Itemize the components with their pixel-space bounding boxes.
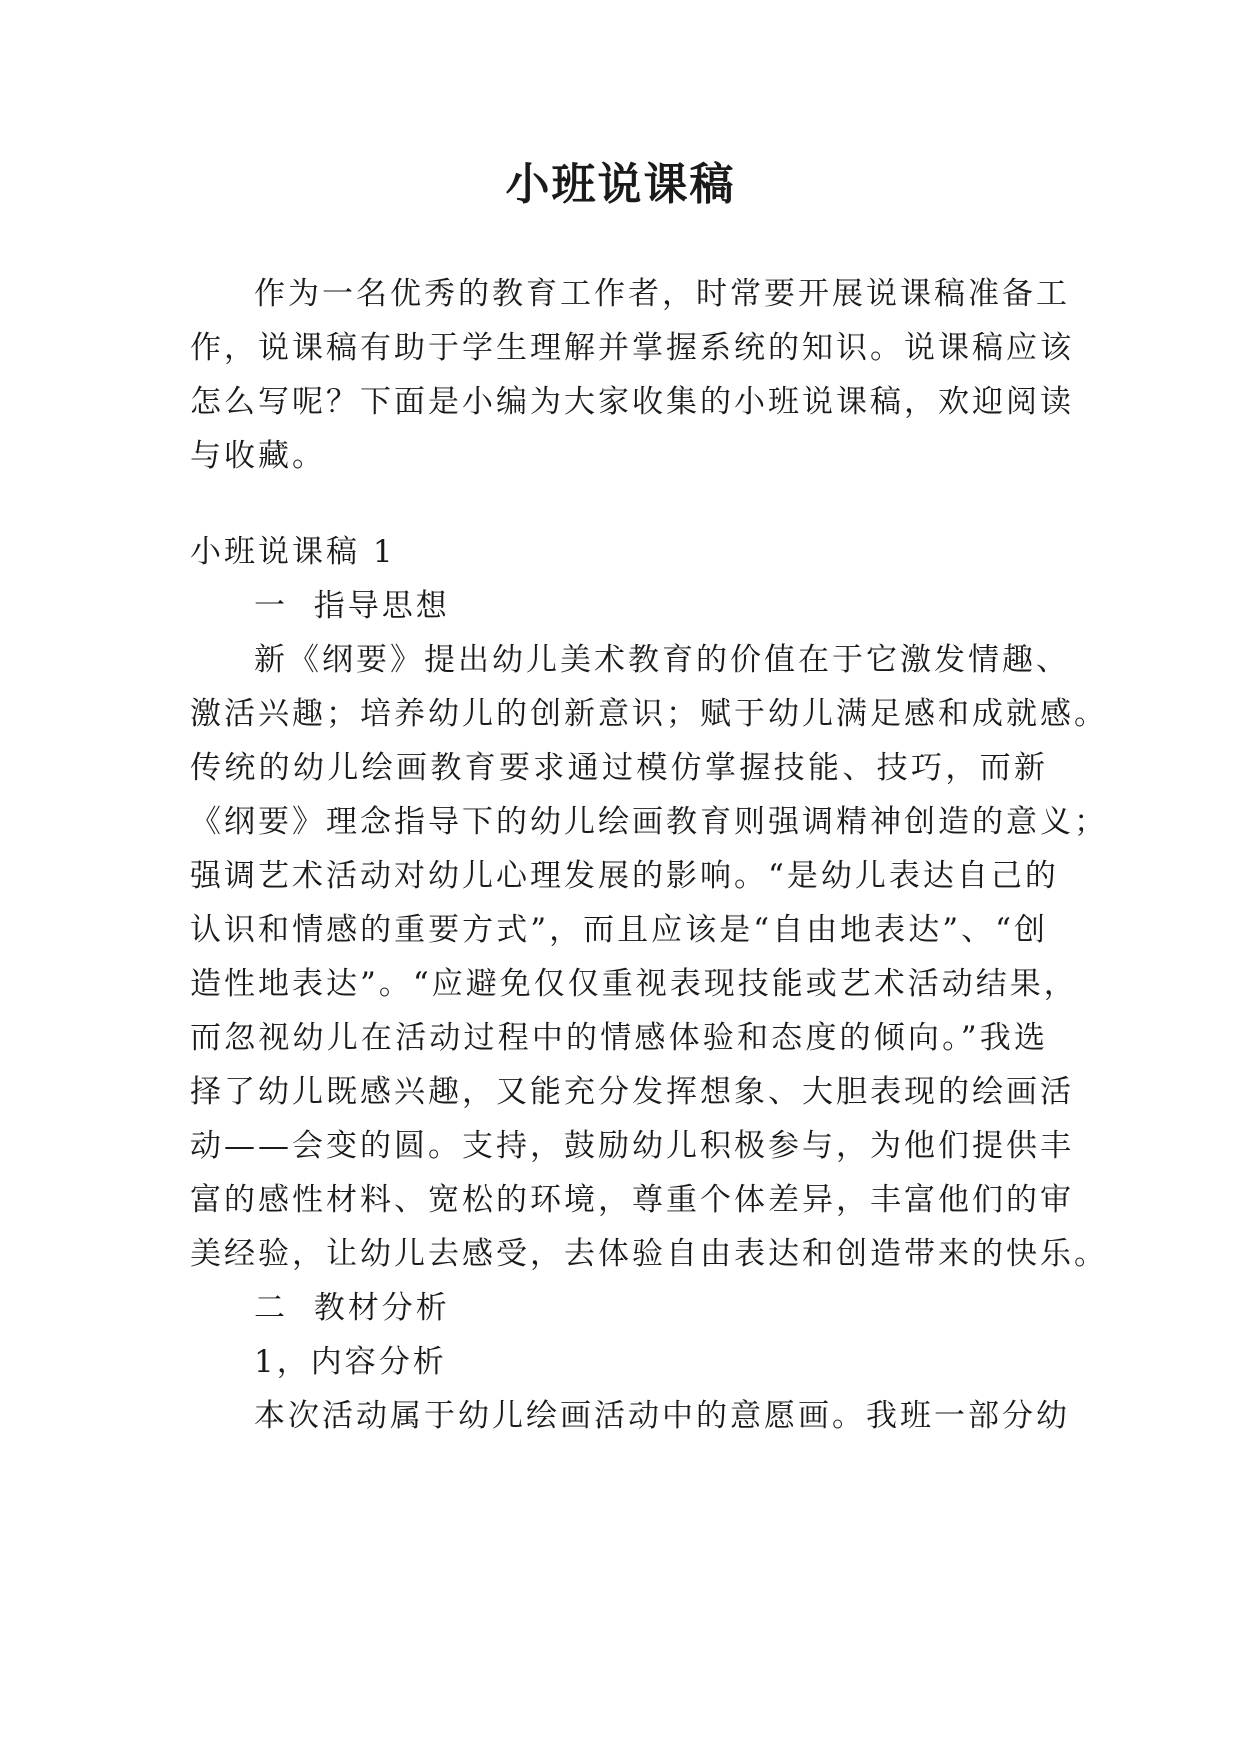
body-line-2: 激活兴趣；培养幼儿的创新意识；赋于幼儿满足感和成就感。: [190, 696, 1108, 732]
body-line-5: 强调艺术活动对幼儿心理发展的影响。“是幼儿表达自己的: [190, 858, 1059, 894]
body-line-1: 新《纲要》提出幼儿美术教育的价值在于它激发情趣、: [254, 642, 1070, 678]
section-title: 小班说课稿 1: [190, 534, 396, 570]
body-line-last: 本次活动属于幼儿绘画活动中的意愿画。我班一部分幼: [254, 1398, 1070, 1434]
intro-line-2: 作，说课稿有助于学生理解并掌握系统的知识。说课稿应该: [190, 330, 1074, 366]
body-line-3: 传统的幼儿绘画教育要求通过模仿掌握技能、技巧，而新: [190, 750, 1048, 786]
body-line-10: 动——会变的圆。支持，鼓励幼儿积极参与，为他们提供丰: [190, 1128, 1074, 1164]
body-line-12: 美经验，让幼儿去感受，去体验自由表达和创造带来的快乐。: [190, 1236, 1108, 1272]
intro-line-3: 怎么写呢？下面是小编为大家收集的小班说课稿，欢迎阅读: [190, 384, 1074, 420]
intro-line-4: 与收藏。: [190, 438, 326, 474]
body-line-7: 造性地表达”。“应避免仅仅重视表现技能或艺术活动结果，: [190, 966, 1078, 1002]
heading-content-analysis: 1，内容分析: [254, 1344, 447, 1380]
body-line-11: 富的感性材料、宽松的环境，尊重个体差异，丰富他们的审: [190, 1182, 1074, 1218]
body-line-6: 认识和情感的重要方式”，而且应该是“自由地表达”、“创: [190, 912, 1048, 948]
body-line-8: 而忽视幼儿在活动过程中的情感体验和态度的倾向。”我选: [190, 1020, 1048, 1056]
body-line-9: 择了幼儿既感兴趣，又能充分发挥想象、大胆表现的绘画活: [190, 1074, 1074, 1110]
heading-material-analysis: 二 教材分析: [254, 1290, 450, 1326]
intro-line-1: 作为一名优秀的教育工作者，时常要开展说课稿准备工: [254, 276, 1070, 312]
heading-guiding-thought: 一 指导思想: [254, 588, 450, 624]
body-line-4: 《纲要》理念指导下的幼儿绘画教育则强调精神创造的意义；: [190, 804, 1108, 840]
document-title: 小班说课稿: [505, 159, 736, 210]
